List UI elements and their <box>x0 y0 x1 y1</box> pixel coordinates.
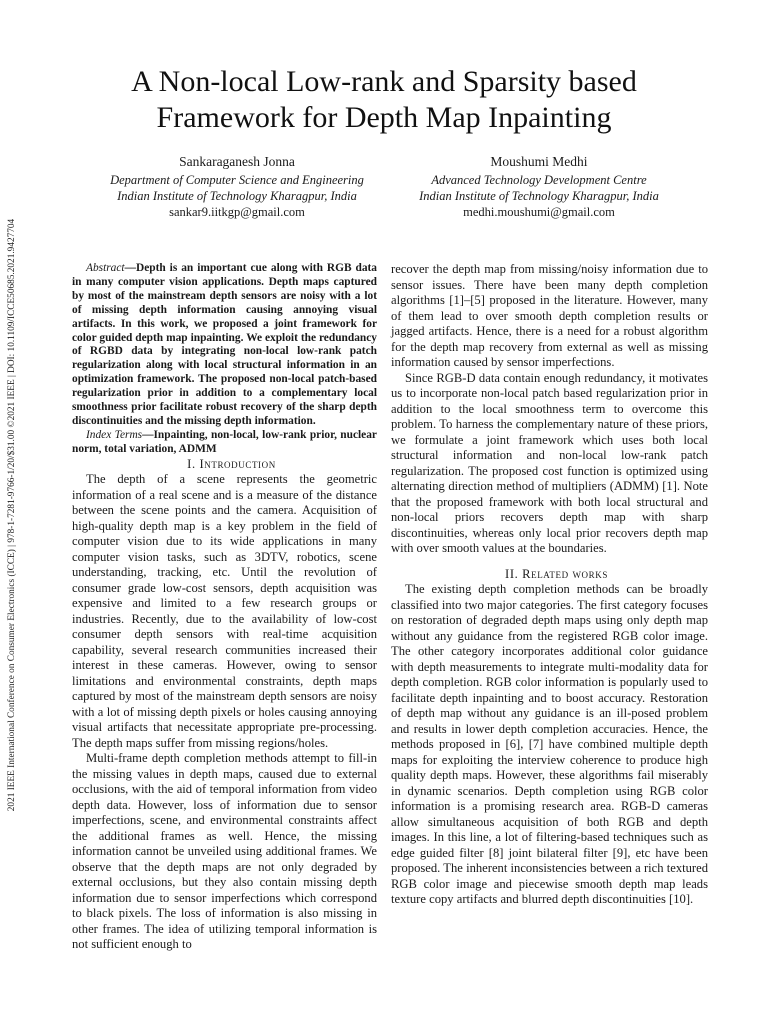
copyright-side-note <box>4 180 20 850</box>
index-terms-label: Index Terms <box>86 428 143 441</box>
author-email: sankar9.iitkgp@gmail.com <box>169 205 305 219</box>
author-block-2 <box>374 154 704 220</box>
title-line-1: A Non-local Low-rank and Sparsity based <box>131 65 637 98</box>
left-column <box>72 262 377 953</box>
author-affiliation: Advanced Technology Development Centre <box>431 173 647 187</box>
abstract-label: Abstract <box>86 262 125 274</box>
author-affiliation: Department of Computer Science and Engineering <box>110 173 364 187</box>
title-line-2: Framework for Depth Map Inpainting <box>156 101 612 134</box>
intro-paragraph-1: The depth of a scene represents the geometric information of a real scene and is a measure of the distance between the scene points and the camera. Acquisition of high-quality depth map is a key problem in the field of computer vision due to its wide applications in many computer vision tasks, such as 3DTV, robotics, scene understanding, tracking, etc. Until the revolution of consumer grade low-cost sensors, depth acquisition was expensive and limited to a few research groups or industries. Recently, due to the availability of low-cost consumer depth sensors with real-time acquisition capability, several research communities increased their interest in these cameras. However, owing to sensor limitations and environmental constraints, depth maps captured by most of the mainstream depth sensors are noisy with a lot of missing depth pixels or holes causing annoying visual artifacts that necessitate appropriate pre-processing. The depth maps suffer from missing regions/holes. <box>72 472 377 750</box>
index-terms <box>72 429 377 457</box>
intro-paragraph-4: Since RGB-D data contain enough redundancy, it motivates us to incorporate non-local patch based regularization prior in addition to the local smoothness term to overcome this problem. To harness the complementary nature of these priors, we formulate a joint framework which uses both local structural information and non-local low-rank patch regularization. The proposed cost function is optimized using alternating direction method of multipliers (ADMM) [1]. Note that the proposed framework with both local structural and non-local priors recovers depth map with sharp discontinuities, whereas only local prior recovers depth map with over smooth values at the boundaries. <box>391 370 708 555</box>
author-name: Moushumi Medhi <box>490 154 588 169</box>
section-heading-related-works: II. Related works <box>505 566 608 581</box>
author-email: medhi.moushumi@gmail.com <box>463 205 615 219</box>
right-column <box>391 262 708 908</box>
intro-paragraph-2: Multi-frame depth completion methods attempt to fill-in the missing values in depth maps, caused due to external occlusions, with the aid of temporal information from video depth data. However, loss of information due to sensor imperfections, scene, and environmental constraints affect the additional frames as well. Hence, the missing information cannot be unveiled using additional frames. We observe that the depth maps are not only degraded by external occlusions, but they also contain missing depth information due to sensor imperfections which correspond to black pixels. The loss of information is also missing in other frames. The idea of utilizing temporal information is not sufficient enough to <box>72 751 377 952</box>
abstract <box>72 262 377 429</box>
section-heading-introduction: I. Introduction <box>187 456 276 471</box>
author-block-1 <box>72 154 402 220</box>
author-institution: Indian Institute of Technology Kharagpur, India <box>419 189 659 203</box>
side-note-text: 2021 IEEE International Conference on Consumer Electronics (ICCE) | 978-1-7281-9766-1/20/$31.00 ©2021 IEEE | DOI: 10.1109/ICCE50685.2021.9427704 <box>7 218 17 812</box>
related-paragraph-1: The existing depth completion methods can be broadly classified into two major categories. The first category focuses on restoration of degraded depth maps using only depth map without any guidance from the registered RGB color image. The other category incorporates additional color guidance with depth measurements to integrate multi-modality data for depth completion. RGB color information is popularly used to facilitate depth inpainting and to boost accuracy. Restoration of depth map without any guidance is an ill-posed problem and results in lower depth completion accuracies. Hence, the methods proposed in [6], [7] have combined multiple depth maps for exploiting the interview coherence to produce high quality depth maps. However, these algorithms fail miserably in dynamic scenarios. Depth completion using RGB color information is a promising research area. RGB-D cameras allow simultaneous acquisition of both RGB and depth images. In this line, a lot of filtering-based techniques such as edge guided filter [8] joint bilateral filter [9], etc have been proposed. The inherent inconsistencies between a rich textured RGB color image and piecewise smooth depth map leads texture copy artifacts and blurred depth discontinuities [10]. <box>391 582 708 906</box>
intro-paragraph-3: recover the depth map from missing/noisy information due to sensor issues. There have been many depth completion algorithms [1]–[5] proposed in the literature. However, many of them lead to over smooth depth completion results or jagged artifacts. Hence, there is a need for a robust algorithm for the depth map recovery from external as well as missing information caused by sensor imperfections. <box>391 262 708 369</box>
author-name: Sankaraganesh Jonna <box>179 154 295 169</box>
index-terms-text: —Inpainting, non-local, low-rank prior, nuclear norm, total variation, ADMM <box>72 428 377 455</box>
abstract-text: —Depth is an important cue along with RGB data in many computer vision applications. Depth maps captured by most of the mainstream depth sensors are noisy with a lot of missing depth information causing annoying visual artifacts. In this work, we proposed a joint framework for color guided depth map inpainting. We exploit the redundancy of RGBD data by integrating non-local low-rank patch regularization along with local structural information in an optimization framework. The proposed non-local patch-based regularization prior in addition to a complementary local smoothness prior facilitate robust recovery of the sharp depth discontinuities and the missing depth information. <box>72 262 377 427</box>
paper-title <box>40 64 728 136</box>
author-institution: Indian Institute of Technology Kharagpur, India <box>117 189 357 203</box>
